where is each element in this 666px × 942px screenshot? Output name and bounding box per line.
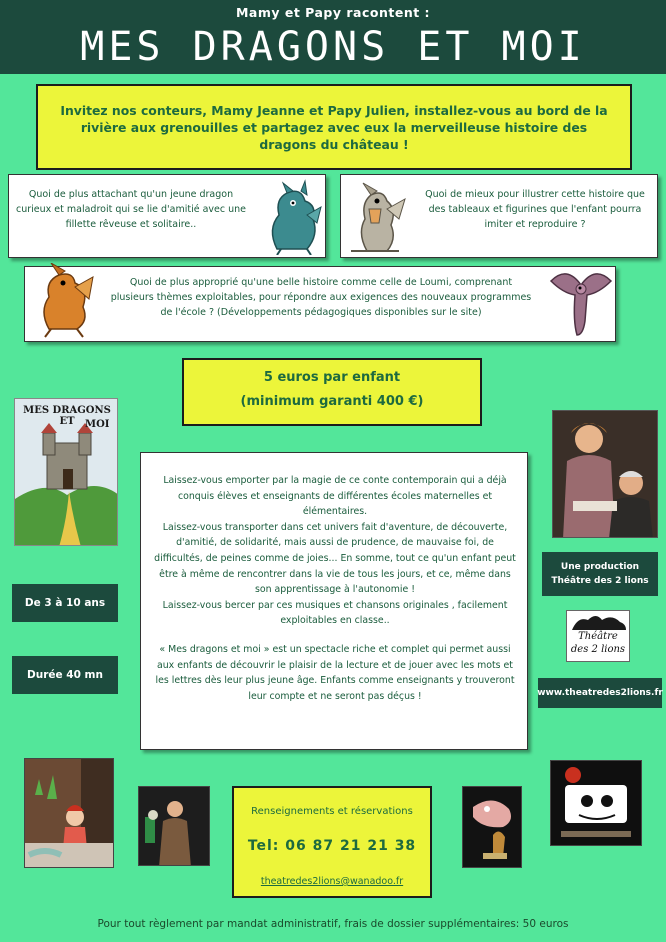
info-box-illustrations-text: Quoi de mieux pour illustrer cette histoire que des tableaux et figurines que l'enfant pourra imiter et reproduire ? [425, 189, 645, 230]
price-minimum: (minimum garanti 400 €) [240, 394, 424, 409]
info-box-illustrations [340, 174, 658, 258]
website-link[interactable]: www.theatredes2lions.fr [538, 678, 662, 708]
puppet-scene-left [25, 759, 114, 868]
poster-title-line1: MES DRAGONS ET [23, 405, 111, 427]
storyteller-photo [138, 786, 210, 866]
production-line2: Théâtre des 2 lions [551, 576, 649, 586]
puppet-scene-right [551, 761, 642, 846]
puppet-photo-left [24, 758, 114, 868]
info-box-school-text: Quoi de plus approprié qu'une belle histoire comme celle de Loumi, comprenant plusieurs thèmes exploitables, pour répondre aux exigences des nouveaux programmes de l'école ? (Développements pédagogiques disponibles sur le site) [110, 277, 532, 318]
intro-box [36, 84, 632, 170]
storytellers-photo [552, 410, 658, 538]
age-badge: De 3 à 10 ans [12, 584, 118, 622]
green-dragon-icon [257, 179, 323, 255]
contact-phone[interactable]: Tel: 06 87 21 21 38 [247, 838, 417, 854]
footer-note: Pour tout règlement par mandat administratif, frais de dossier supplémentaires: 50 euros [97, 918, 569, 930]
header-subtitle: Mamy et Papy racontent : [235, 5, 431, 20]
lions-silhouette-icon [568, 612, 630, 632]
duration-badge: Durée 40 mn [12, 656, 118, 694]
info-box-friendship [8, 174, 326, 258]
main-paragraph-1: Laissez-vous emporter par la magie de ce conte contemporain qui a déjà conquis élèves et enseignants de différentes écoles maternelles et élémentaires. [163, 475, 507, 518]
contact-heading: Renseignements et réservations [251, 806, 413, 817]
header-banner [0, 0, 666, 74]
puppet-scene-middle [463, 787, 522, 868]
theatre-logo [566, 610, 630, 662]
storyteller-illustration [139, 787, 210, 866]
main-description [151, 473, 519, 704]
main-paragraph-2: Laissez-vous transporter dans cet univers fait d'aventure, de découverte, d'amitié, de solidarité, mais aussi de prudence, de mauvaise foi, de difficultés, de peines comme de joies... En somme, tout ce qu'un enfant peut être à même de rencontrer dans la vie de tous les jours, et ce, même dans son apprentissage à l'autonomie ! [154, 521, 516, 596]
contact-email[interactable]: theatredes2lions@wanadoo.fr [260, 876, 404, 887]
info-box-school [24, 266, 616, 342]
logo-text-line1: Théâtre [578, 631, 618, 642]
puppet-photo-middle [462, 786, 522, 868]
page-title: MES DRAGONS ET MOI [80, 24, 586, 70]
main-description-box [140, 452, 528, 750]
main-paragraph-4: « Mes dragons et moi » est un spectacle riche et complet qui permet aussi aux enfants de découvrir le plaisir de la lecture et de jouer avec les mots et les lettres dès leur plus jeune âge. Enfants comme enseignants y trouveront leur compte et ne seront pas déçus ! [155, 643, 515, 702]
purple-dragon-icon [547, 261, 615, 341]
puppet-photo-right [550, 760, 642, 846]
production-badge [542, 552, 658, 596]
contact-box [232, 786, 432, 898]
poster-title-line2: MOI [85, 419, 110, 430]
info-box-friendship-text: Quoi de plus attachant qu'un jeune dragon curieux et maladroit qui se lie d'amitié avec une fillette rêveuse et solitaire.. [15, 189, 247, 230]
logo-text-line2: des 2 lions [570, 644, 626, 655]
show-poster [14, 398, 118, 546]
price-per-child: 5 euros par enfant [263, 370, 401, 385]
price-box [182, 358, 482, 426]
intro-text: Invitez nos conteurs, Mamy Jeanne et Papy Julien, installez-vous au bord de la rivière aux grenouilles et partagez avec eux la merveilleuse histoire des dragons du château ! [60, 102, 608, 152]
main-paragraph-3: Laissez-vous bercer par ces musiques et chansons originales , facilement exploitables en classe.. [162, 599, 508, 627]
storytellers-illustration [553, 411, 658, 538]
production-line1: Une production [560, 562, 640, 572]
orange-dragon-icon [31, 263, 95, 339]
grey-dragon-icon [343, 179, 407, 255]
